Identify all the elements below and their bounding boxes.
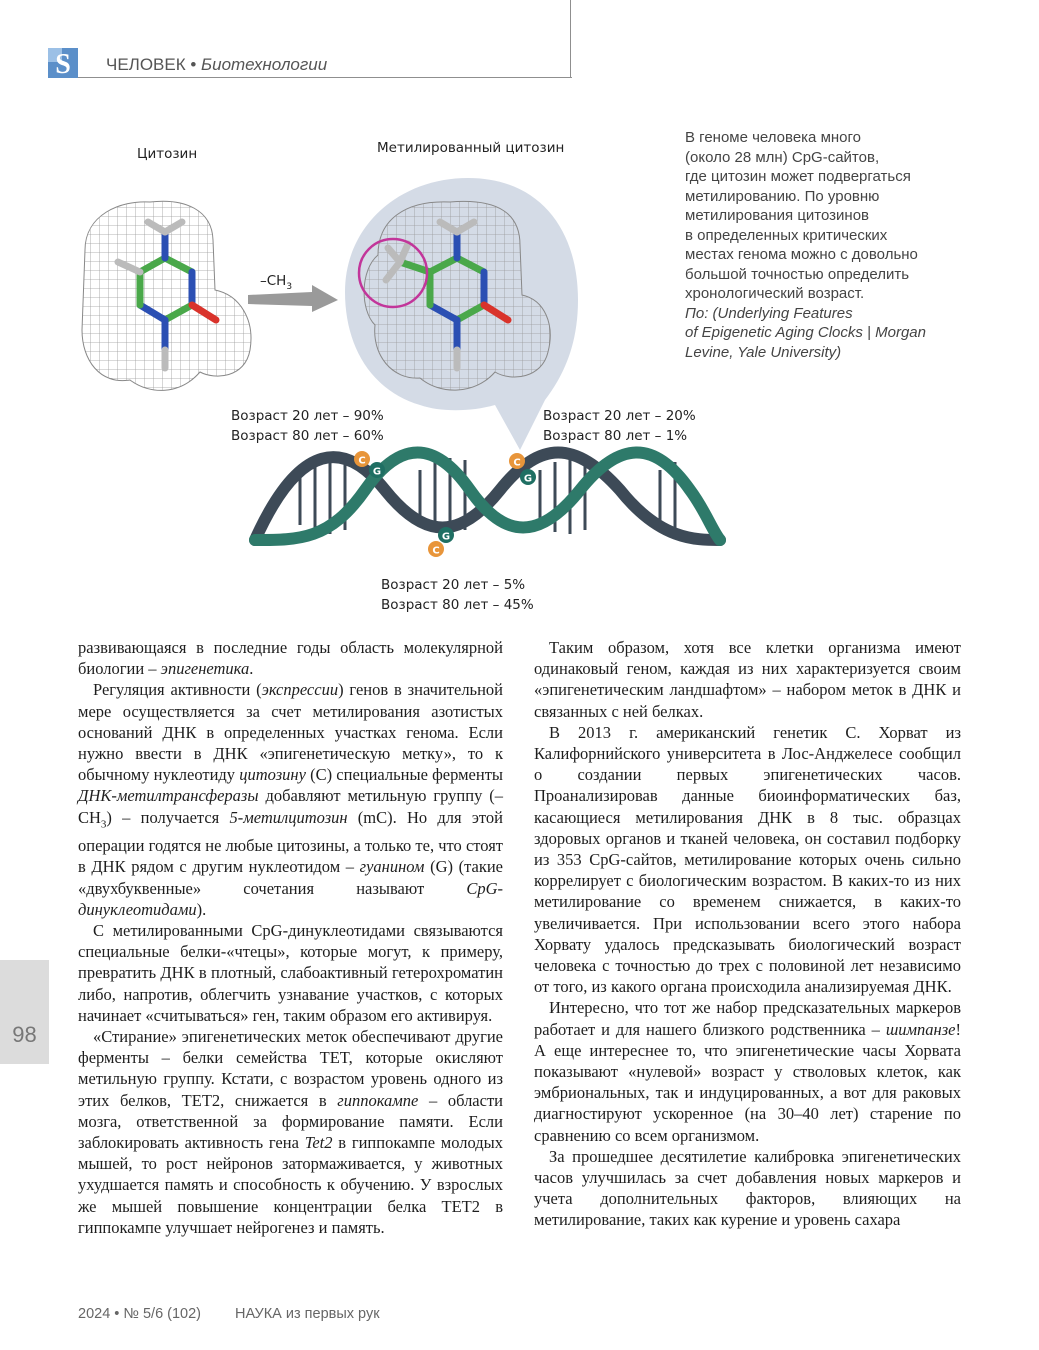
caption-line: хронологический возраст. xyxy=(685,285,865,302)
reaction-arrow-icon xyxy=(248,285,338,312)
caption-line: местах генома можно с довольно xyxy=(685,246,918,263)
caption-line: В геноме человека много xyxy=(685,129,861,146)
article-paragraph: Регуляция активности (экспрессии) генов в значительной мере осуществляется за счет метилирования азотистых оснований ДНК в определенных участках генома. Если нужно ввести в ДНК «эпигенетическую метку», то к обычному нуклеотиду цитозину (C) специальные ферменты ДНК-метилтрансферазы добавляют метильную группу $(-CH_3)$ – получается 5-метилцитозин (mC). Но для этой операции годятся не любые цитозины, а только те, что стоят в ДНК рядом с другим нуклеотидом – гуанином (G) (такие «двухбуквенные» сочетания называют CpG-динуклеотидами). xyxy=(78,680,503,919)
caption-line: где цитозин может подвергаться xyxy=(685,168,911,185)
italic-term: CpG-динуклеотидами xyxy=(78,878,503,919)
article-column-left xyxy=(78,637,503,1238)
base-g-label: G xyxy=(523,473,533,485)
stat-line: Возраст 80 лет – 45% xyxy=(381,597,534,613)
italic-term: гиппокампе xyxy=(337,1090,419,1110)
page-number: 98 xyxy=(12,1022,37,1047)
header-rule xyxy=(48,77,572,78)
page-footer xyxy=(78,1306,380,1322)
article-paragraph: За прошедшее десятилетие калибровка эпигенетических часов улучшилась за счет добавления новых маркеров и учета дополнительных факторов, влияющих на метилирование, таких как курение и уровень сахара xyxy=(534,1146,961,1230)
italic-term: гуанином xyxy=(359,857,425,877)
reaction-label: $-CH_3$ xyxy=(260,273,293,292)
base-g-label: G xyxy=(441,531,451,543)
stat-line: Возраст 80 лет – 1% xyxy=(543,428,688,444)
cytosine-label: Цитозин xyxy=(137,146,198,162)
caption-source-line: Levine, Yale University) xyxy=(685,343,842,361)
stat-right xyxy=(543,406,696,446)
stat-line: Возраст 20 лет – 20% xyxy=(543,408,696,424)
dna-helix xyxy=(255,453,720,541)
italic-term: 5-метилцитозин xyxy=(229,807,348,827)
article-column-right xyxy=(534,637,961,1231)
page-number-tab xyxy=(0,960,49,1064)
section-separator: • xyxy=(185,55,202,74)
cytosine-model xyxy=(82,201,251,390)
italic-term: цитозину xyxy=(239,765,306,785)
subscript: 3 xyxy=(100,817,107,830)
caption-line: метилирования цитозинов xyxy=(685,207,870,224)
caption-line: большой точностью определить xyxy=(685,265,910,283)
issue-info: 2024 • № 5/6 (102) xyxy=(78,1306,202,1322)
article-paragraph: В 2013 г. американский генетик С. Хорват из Калифорнийского университета в Лос-Анджелесе сообщил о создании первых эпигенетических часов. Проанализировав данные биоинформатических баз, касающиеся метилирования ДНК в 8 тыс. образцах здоровых органов и тканей человека, он составил подборку из 353 CpG-сайтов, метилирование которых очень сильно коррелирует с биологическим возрастом. В каких-то из них метилирование со временем снижается, в каких-то увеличивается. При использовании всего этого набора Хорвату удалось предсказывать биологический возраст человека с точностью до трех с половиной лет независимо от того, из какого органа происходила анализируемая ДНК. xyxy=(534,722,961,997)
caption-source-line: По: (Underlying Features xyxy=(685,304,853,322)
base-c-label: C xyxy=(513,457,521,469)
magazine-title: НАУКА из первых рук xyxy=(235,1306,380,1322)
logo-letter: S xyxy=(55,49,71,78)
article-paragraph: С метилированными CpG-динуклеотидами связываются специальные белки-«чтецы», которые могут, к примеру, превратить ДНК в плотный, слабоактивный гетерохроматин либо, напротив, облегчить узнавание участков, с которых начинает «считываться» ген, таким образом его активируя. xyxy=(78,920,503,1025)
caption-line: в определенных критических xyxy=(685,226,888,244)
italic-term: Tet2 xyxy=(304,1132,333,1152)
subsection-name: Биотехнологии xyxy=(201,55,328,74)
section-name: ЧЕЛОВЕК xyxy=(106,55,186,74)
section-header xyxy=(106,55,327,75)
italic-term: эпигенетика xyxy=(160,659,250,679)
header-rule-vertical xyxy=(570,0,571,78)
base-g-label: G xyxy=(372,466,382,478)
base-c-label: C xyxy=(432,545,440,557)
magazine-logo-icon xyxy=(48,48,78,78)
methylated-cytosine-label: Метилированный цитозин xyxy=(377,140,565,156)
figure-caption xyxy=(685,128,1015,362)
italic-term: экспрессии xyxy=(261,680,339,700)
base-c-label: C xyxy=(358,455,366,467)
article-paragraph: «Стирание» эпигенетических меток обеспечивают другие ферменты – белки семейства TET, которые окисляют метильную группу. Кстати, с возрастом уровень одного из этих белков, TET2, снижается в гиппокампе – области мозга, ответственной за формирование памяти. Если заблокировать активность гена Tet2 в гиппокампе молодых мышей, то рост нейронов затормаживается, у животных ухудшается память и способность к обучению. У взрослых же мышей повышение концентрации белка TET2 в гиппокампе улучшает нейрогенез и память. xyxy=(78,1026,503,1237)
italic-term: ДНК-метилтрансферазы xyxy=(78,786,259,806)
italic-term: шимпанзе xyxy=(885,1019,956,1039)
stat-bottom xyxy=(381,575,534,615)
article-paragraph: Интересно, что тот же набор предсказательных маркеров работает и для нашего близкого родственника – шимпанзе! А еще интереснее то, что эпигенетические часы Хорвата показывают «нулевой» возраст у стволовых клеток, как эмбриональных, так и индуцированных, а вот для раковых диагностируют ускоренное (на 30–40 лет) старение по сравнению со всем организмом. xyxy=(534,998,961,1145)
stat-line: Возраст 80 лет – 60% xyxy=(231,428,384,444)
article-paragraph: развивающаяся в последние годы область молекулярной биологии – эпигенетика. xyxy=(78,638,503,679)
caption-line: метилированию. По уровню xyxy=(685,187,880,205)
article-paragraph: Таким образом, хотя все клетки организма имеют одинаковый геном, каждая из них характеризуется своим «эпигенетическим ландшафтом» – набором меток в ДНК и связанных с ней белках. xyxy=(534,638,961,721)
caption-line: (около 28 млн) CpG-сайтов, xyxy=(685,148,880,166)
stat-left xyxy=(231,406,384,446)
stat-line: Возраст 20 лет – 5% xyxy=(381,577,526,593)
stat-line: Возраст 20 лет – 90% xyxy=(231,408,384,424)
caption-source-line: of Epigenetic Aging Clocks | Morgan xyxy=(685,324,926,341)
